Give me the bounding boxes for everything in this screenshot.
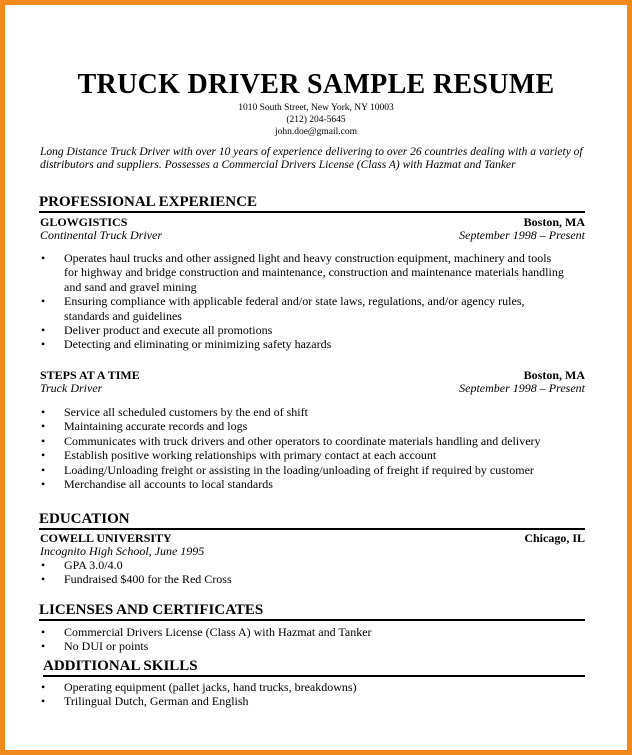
company-name: STEPS AT A TIME — [40, 368, 140, 382]
job-role: Continental Truck Driver — [40, 228, 162, 242]
list-item: • No DUI or points — [40, 639, 567, 653]
list-item: • Commercial Drivers License (Class A) with Hazmat and Tanker — [40, 625, 567, 639]
school-name: COWELL UNIVERSITY — [40, 531, 172, 545]
contact-address: 1010 South Street, New York, NY 10003 — [238, 103, 394, 113]
resume-page — [5, 5, 627, 750]
licenses-bullets — [40, 625, 567, 654]
job-dates: September 1998 – Present — [459, 381, 585, 395]
contact-email: john.doe@gmail.com — [274, 127, 358, 137]
section-heading-education: EDUCATION — [39, 511, 585, 530]
job-subheader — [40, 229, 585, 242]
list-item: • Trilingual Dutch, German and English — [40, 694, 567, 708]
section-heading-licenses: LICENSES AND CERTIFICATES — [39, 602, 585, 621]
list-item: • Communicates with truck drivers and other operators to coordinate materials handling and delivery — [40, 434, 597, 448]
list-item: • Detecting and eliminating or minimizing safety hazards — [40, 337, 567, 351]
job-location: Boston, MA — [523, 215, 585, 229]
school-detail-text: Incognito High School, June 1995 — [40, 544, 205, 558]
list-item: • GPA 3.0/4.0 — [40, 558, 567, 572]
list-item: • Ensuring compliance with applicable federal and/or state laws, regulations, and/or agency rules, standards and guidelines — [40, 294, 567, 323]
job-location: Boston, MA — [523, 368, 585, 382]
list-item: • Operating equipment (pallet jacks, hand trucks, breakdowns) — [40, 680, 567, 694]
list-item: • Maintaining accurate records and logs — [40, 419, 597, 433]
list-item: • Operates haul trucks and other assigned light and heavy construction equipment, machinery and tools for highway and bridge construction and maintenance, construction and maintenance materials handling and sand and gravel mining — [40, 251, 567, 294]
list-item: • Loading/Unloading freight or assisting in the loading/unloading of freight if required by customer — [40, 463, 597, 477]
job-role: Truck Driver — [40, 381, 103, 395]
school-detail — [40, 545, 585, 558]
section-heading-skills: ADDITIONAL SKILLS — [43, 658, 585, 677]
list-item: • Merchandise all accounts to local standards — [40, 477, 597, 491]
school-location: Chicago, IL — [524, 531, 585, 545]
list-item: • Establish positive working relationships with primary contact at each account — [40, 448, 597, 462]
list-item: • Service all scheduled customers by the end of shift — [40, 405, 597, 419]
company-name: GLOWGISTICS — [40, 215, 128, 229]
education-bullets — [40, 558, 567, 587]
job-bullets — [40, 251, 567, 352]
contact-phone: (212) 204-5645 — [286, 115, 346, 125]
job-bullets — [40, 405, 597, 491]
list-item: • Fundraised $400 for the Red Cross — [40, 572, 567, 586]
skills-bullets — [40, 680, 567, 709]
job-subheader — [40, 382, 585, 395]
list-item: • Deliver product and execute all promotions — [40, 323, 567, 337]
job-dates: September 1998 – Present — [459, 228, 585, 242]
section-heading-experience: PROFESSIONAL EXPERIENCE — [39, 194, 585, 213]
summary-paragraph: Long Distance Truck Driver with over 10 years of experience delivering to over 26 countries dealing with a variety of distributors and suppliers. Possesses a Commercial Drivers License (Class A) with Hazmat and Tanker — [40, 146, 583, 171]
resume-title: TRUCK DRIVER SAMPLE RESUME — [77, 69, 555, 100]
